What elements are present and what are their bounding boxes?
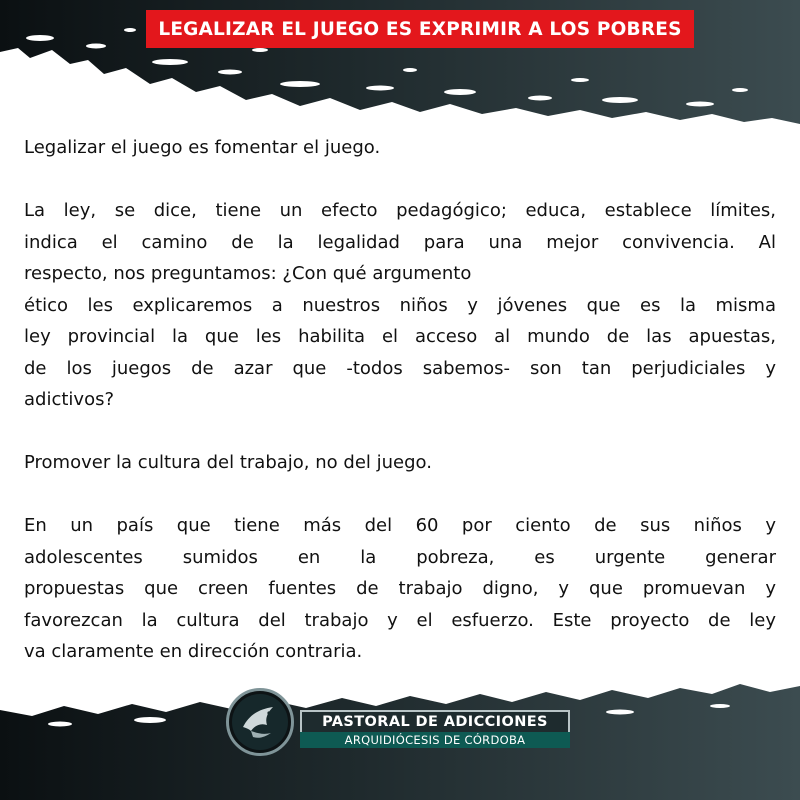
paragraph-4-line-5: va claramente en dirección contraria.	[24, 641, 363, 662]
logo-subtitle-bar	[300, 732, 570, 748]
paragraph-4-line-3: propuestas que creen fuentes de trabajo digno, y que promuevan y	[24, 578, 776, 599]
paragraph-4-line-2: adolescentes sumidos en la pobreza, es urgente generar	[24, 546, 776, 568]
paragraph-2-line-6: de los juegos de azar que -todos sabemos- son tan perjudiciales y	[24, 357, 776, 379]
title-banner	[146, 10, 694, 48]
paragraph-2-line-3: respecto, nos preguntamos: ¿Con qué argumento	[24, 263, 472, 284]
paragraph-2-line-4: ético les explicaremos a nuestros niños y jóvenes que es la misma	[24, 294, 776, 316]
logo-name: PASTORAL DE ADICCIONES	[322, 714, 548, 730]
paragraph-2-line-2: indica el camino de la legalidad para una mejor convivencia. Al	[24, 231, 776, 253]
logo-subtitle: ARQUIDIÓCESIS DE CÓRDOBA	[344, 733, 526, 747]
article-body	[24, 132, 776, 668]
paragraph-4-line-1: En un país que tiene más del 60 por ciento de sus niños y	[24, 515, 776, 536]
page-title: LEGALIZAR EL JUEGO ES EXPRIMIR A LOS POBRES	[158, 18, 682, 40]
paragraph-1: Legalizar el juego es fomentar el juego.	[24, 137, 381, 158]
paragraph-2-line-7: adictivos?	[24, 389, 115, 410]
paragraph-2-line-1: La ley, se dice, tiene un efecto pedagógico; educa, establece límites,	[24, 200, 776, 221]
logo-name-bar	[300, 710, 570, 732]
paragraph-2-line-5: ley provincial la que les habilita el acceso al mundo de las apuestas,	[24, 326, 776, 347]
paragraph-3: Promover la cultura del trabajo, no del juego.	[24, 452, 432, 473]
paragraph-4-line-4: favorezcan la cultura del trabajo y el esfuerzo. Este proyecto de ley	[24, 609, 776, 631]
dove-icon	[226, 688, 294, 756]
